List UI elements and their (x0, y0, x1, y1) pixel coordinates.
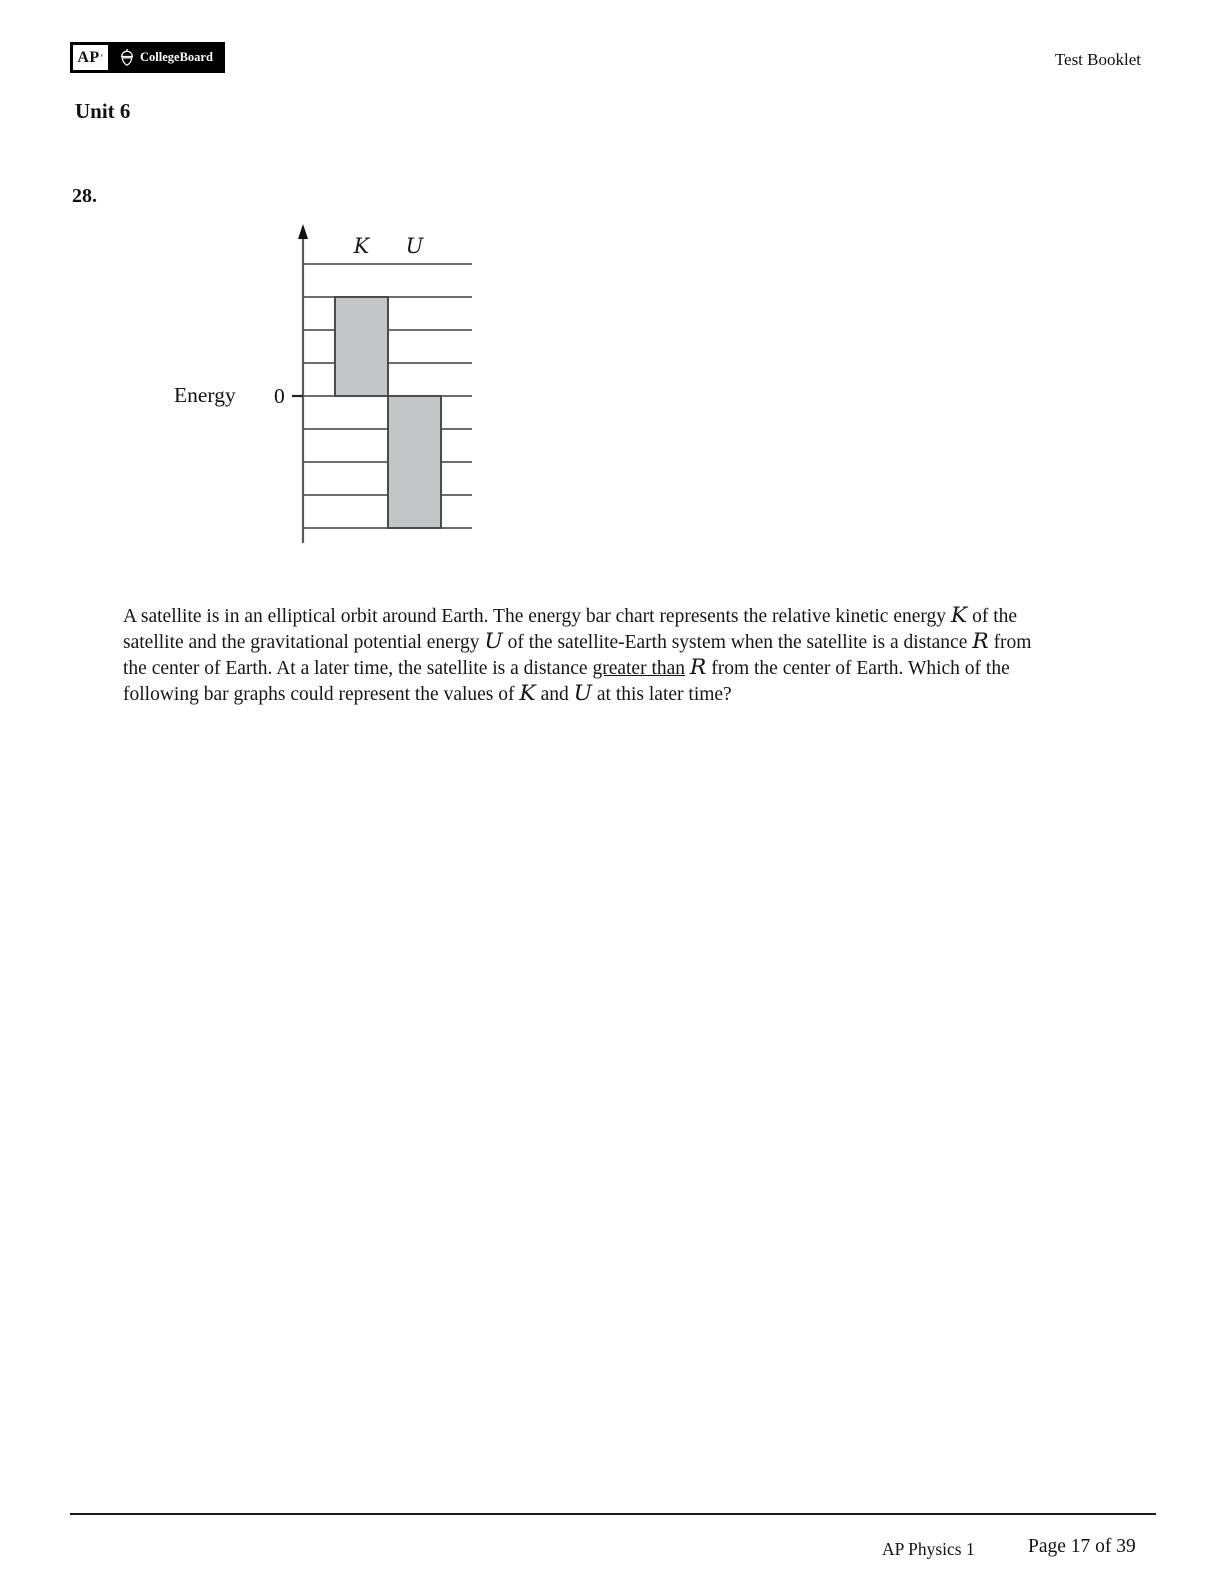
acorn-icon (120, 49, 134, 66)
question-text-segment: and (535, 684, 574, 705)
collegeboard-logo (111, 42, 225, 73)
ap-logo-text: AP (77, 48, 100, 66)
question-text (123, 604, 1163, 708)
underlined-phrase: greater than (592, 658, 686, 679)
bar-label-U: U (405, 234, 424, 258)
energy-bar-chart (170, 220, 482, 556)
y-axis-arrowhead (298, 224, 308, 239)
math-symbol: U (484, 629, 503, 654)
footer-page-label: Page 17 of 39 (1028, 1536, 1136, 1557)
math-symbol: R (689, 655, 707, 680)
question-text-segment: A satellite is in an elliptical orbit around Earth. The energy bar chart represents the relative kinetic energy (123, 606, 951, 627)
footer-course-label: AP Physics 1 (882, 1539, 975, 1559)
energy-bar-chart-svg (170, 220, 482, 556)
ap-collegeboard-logo (70, 42, 225, 73)
question-line (123, 630, 1163, 656)
question-line (123, 682, 1163, 708)
question-number: 28. (72, 185, 97, 207)
unit-title: Unit 6 (75, 99, 131, 123)
question-text-segment: following bar graphs could represent the values of (123, 684, 520, 705)
question-line (123, 656, 1163, 682)
question-text-segment: from (988, 632, 1032, 653)
bar-label-K: K (353, 234, 370, 258)
question-text-segment: of the satellite-Earth system when the satellite is a distance (502, 632, 973, 653)
test-booklet-label: Test Booklet (1054, 50, 1141, 69)
question-text-segment: the center of Earth. At a later time, the satellite is a distance (123, 658, 593, 679)
bar-K (335, 297, 388, 396)
math-symbol: R (972, 629, 989, 654)
math-symbol: K (519, 681, 536, 706)
math-symbol: U (573, 681, 593, 706)
bar-U (388, 396, 441, 528)
ap-trademark-mark: ′ (100, 52, 104, 63)
collegeboard-logo-text: CollegeBoard (140, 50, 213, 64)
math-symbol: K (950, 603, 968, 628)
question-text-segment: at this later time? (592, 684, 732, 705)
question-text-segment: of the (967, 606, 1018, 627)
question-text-segment: from the center of Earth. Which of the (706, 658, 1010, 679)
ap-logo (70, 42, 111, 73)
zero-tick-label: 0 (274, 384, 285, 408)
y-axis-label: Energy (174, 383, 236, 407)
footer-divider (70, 1513, 1156, 1515)
question-text-segment: satellite and the gravitational potential energy (123, 632, 485, 653)
question-line (123, 604, 1163, 630)
